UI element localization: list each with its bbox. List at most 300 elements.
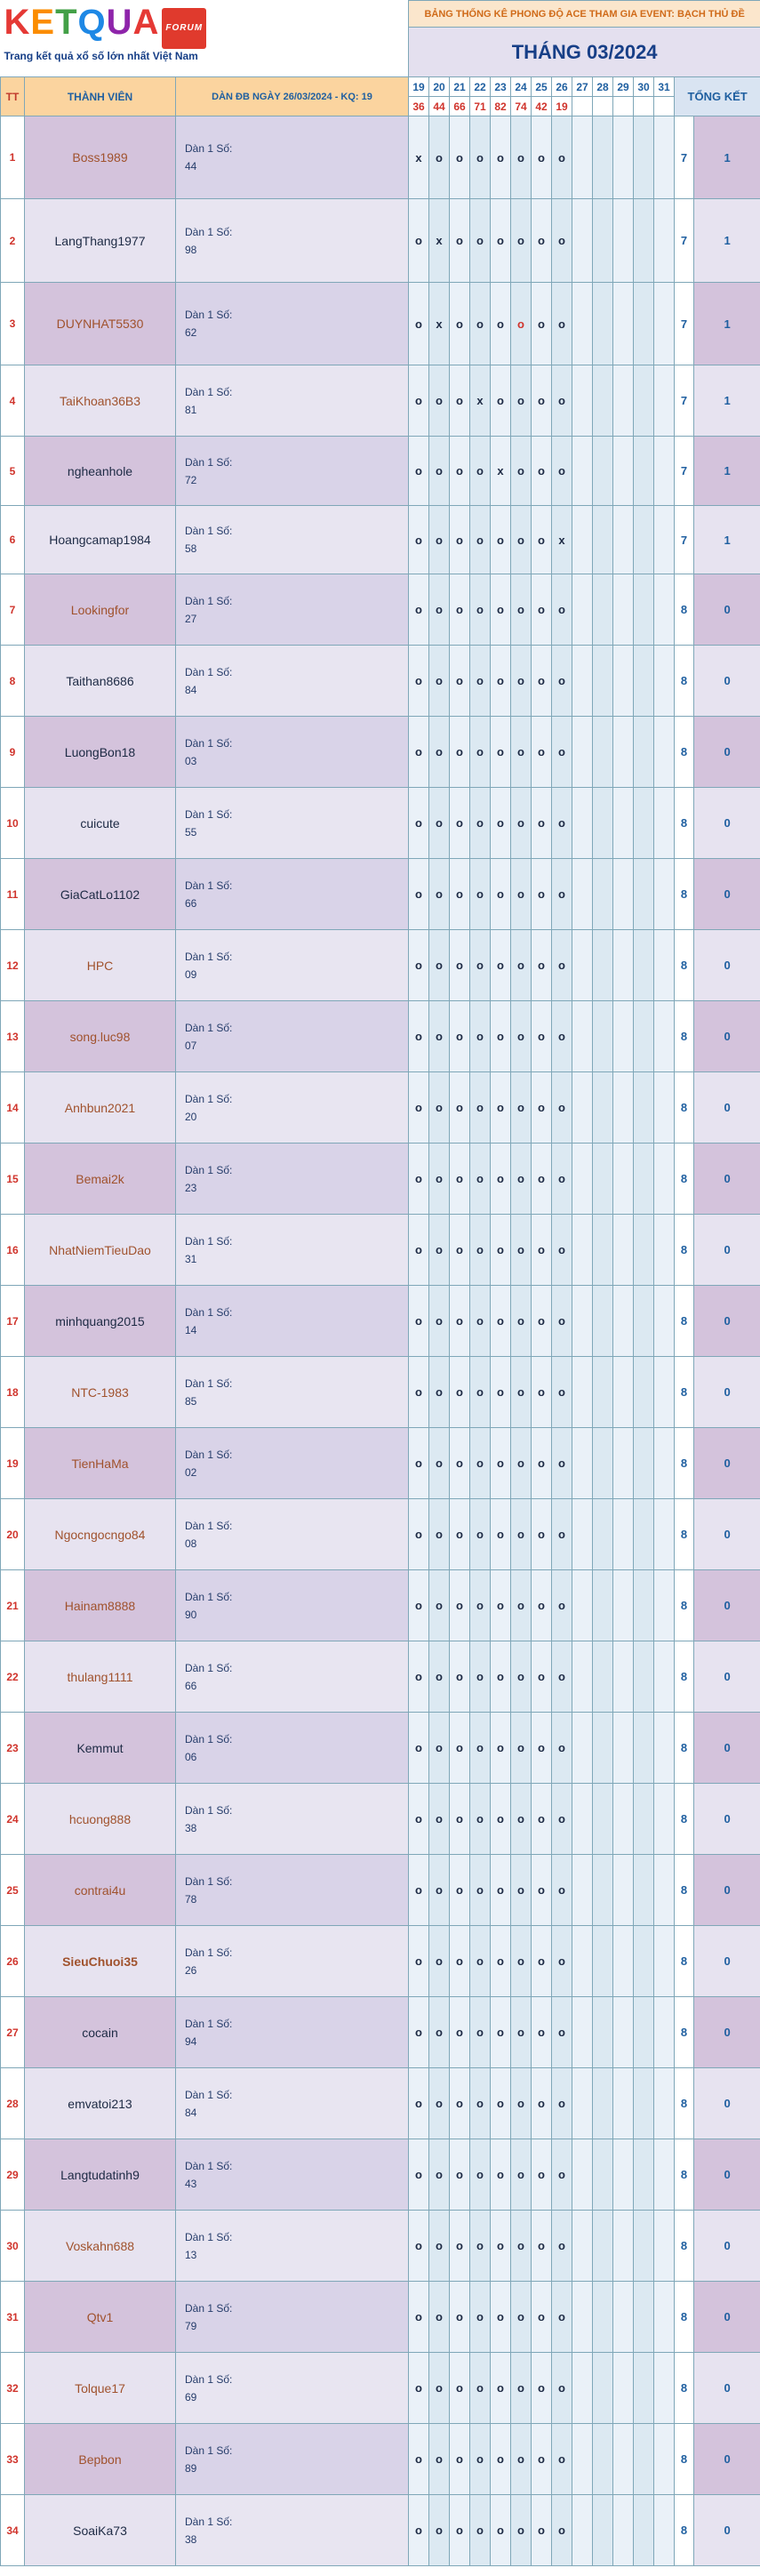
empty-day-cell <box>572 1499 593 1570</box>
logo-tagline: Trang kết quả xổ số lớn nhất Việt Nam <box>4 49 198 62</box>
member-name: thulang1111 <box>25 1641 176 1713</box>
dan-number: 89 <box>185 2461 197 2475</box>
day-mark: o <box>409 365 429 437</box>
empty-day-cell <box>572 2211 593 2282</box>
empty-day-cell <box>593 2211 613 2282</box>
day-mark: o <box>532 646 552 717</box>
dan-cell <box>176 1926 409 1997</box>
empty-day-cell <box>654 2353 675 2424</box>
row-number: 23 <box>1 1713 25 1784</box>
day-mark: o <box>552 1570 572 1641</box>
empty-day-cell <box>572 1357 593 1428</box>
day-mark: o <box>532 2495 552 2566</box>
day-header: 25 <box>532 77 552 97</box>
day-mark: o <box>450 1499 470 1570</box>
empty-day-cell <box>572 1072 593 1144</box>
empty-day-cell <box>613 1428 634 1499</box>
day-mark: o <box>409 1997 429 2068</box>
total-miss-count: 8 <box>675 2211 694 2282</box>
table-row <box>1 859 760 930</box>
empty-day-cell <box>613 1997 634 2068</box>
day-result <box>634 97 654 116</box>
day-header: 20 <box>429 77 450 97</box>
member-name: Lookingfor <box>25 574 176 646</box>
table-row <box>1 574 760 646</box>
empty-day-cell <box>572 717 593 788</box>
day-mark: o <box>491 930 511 1001</box>
dan-number: 79 <box>185 2319 197 2332</box>
table-row <box>1 1855 760 1926</box>
member-name: TaiKhoan36B3 <box>25 365 176 437</box>
logo-block <box>1 1 409 77</box>
dan-label: Dàn 1 Số: <box>185 309 233 321</box>
dan-label: Dàn 1 Số: <box>185 807 233 821</box>
day-mark: o <box>491 1926 511 1997</box>
empty-day-cell <box>593 283 613 365</box>
dan-number: 98 <box>185 243 197 256</box>
day-mark: x <box>491 437 511 506</box>
member-name: Hoangcamap1984 <box>25 506 176 574</box>
empty-day-cell <box>572 283 593 365</box>
dan-cell <box>176 2282 409 2353</box>
day-mark: o <box>470 2068 491 2139</box>
day-mark: o <box>429 646 450 717</box>
empty-day-cell <box>593 2139 613 2211</box>
empty-day-cell <box>613 1855 634 1926</box>
dan-label: Dàn 1 Số: <box>185 2515 233 2528</box>
day-mark: o <box>470 930 491 1001</box>
dan-label: Dàn 1 Số: <box>185 1519 233 1532</box>
table-row <box>1 717 760 788</box>
member-name: TienHaMa <box>25 1428 176 1499</box>
day-mark: o <box>450 199 470 283</box>
member-name: NTC-1983 <box>25 1357 176 1428</box>
day-mark: o <box>450 1570 470 1641</box>
dan-number: 78 <box>185 1892 197 1906</box>
day-mark: o <box>532 1357 552 1428</box>
day-mark: o <box>552 1072 572 1144</box>
empty-day-cell <box>572 1641 593 1713</box>
table-row <box>1 1144 760 1215</box>
day-mark: o <box>532 1144 552 1215</box>
day-mark: o <box>532 1570 552 1641</box>
dan-label: Dàn 1 Số: <box>185 736 233 750</box>
dan-label: Dàn 1 Số: <box>185 142 233 155</box>
dan-cell <box>176 2139 409 2211</box>
day-result <box>613 97 634 116</box>
day-mark: x <box>470 365 491 437</box>
row-number: 10 <box>1 788 25 859</box>
empty-day-cell <box>613 1926 634 1997</box>
dan-number: 94 <box>185 2034 197 2048</box>
day-result: 19 <box>552 97 572 116</box>
day-header: 23 <box>491 77 511 97</box>
dan-label: Dàn 1 Số: <box>185 950 233 963</box>
empty-day-cell <box>634 717 654 788</box>
empty-day-cell <box>613 1215 634 1286</box>
day-header: 19 <box>409 77 429 97</box>
day-mark: o <box>511 1997 532 2068</box>
day-result <box>593 97 613 116</box>
total-hit-count: 0 <box>694 788 760 859</box>
day-mark: o <box>409 859 429 930</box>
day-mark: o <box>491 1997 511 2068</box>
empty-day-cell <box>654 2495 675 2566</box>
empty-day-cell <box>613 506 634 574</box>
total-hit-count: 0 <box>694 1926 760 1997</box>
member-name: LuongBon18 <box>25 717 176 788</box>
empty-day-cell <box>572 2495 593 2566</box>
day-header: 21 <box>450 77 470 97</box>
dan-cell <box>176 1784 409 1855</box>
day-mark: o <box>409 2353 429 2424</box>
empty-day-cell <box>634 283 654 365</box>
day-mark: o <box>429 2495 450 2566</box>
total-hit-count: 0 <box>694 2139 760 2211</box>
table-row <box>1 1784 760 1855</box>
logo-letter: E <box>30 2 56 42</box>
day-mark: o <box>429 437 450 506</box>
member-name: contrai4u <box>25 1855 176 1926</box>
day-mark: o <box>429 788 450 859</box>
dan-number: 69 <box>185 2390 197 2403</box>
day-mark: o <box>470 1286 491 1357</box>
day-header: 22 <box>470 77 491 97</box>
member-name: Qtv1 <box>25 2282 176 2353</box>
empty-day-cell <box>654 646 675 717</box>
empty-day-cell <box>593 1072 613 1144</box>
total-miss-count: 7 <box>675 116 694 199</box>
total-hit-count: 0 <box>694 1570 760 1641</box>
empty-day-cell <box>654 1144 675 1215</box>
total-hit-count: 1 <box>694 283 760 365</box>
day-mark: o <box>470 646 491 717</box>
day-mark: o <box>532 365 552 437</box>
day-mark: o <box>552 283 572 365</box>
dan-number: 02 <box>185 1465 197 1479</box>
empty-day-cell <box>634 1713 654 1784</box>
empty-day-cell <box>634 1215 654 1286</box>
day-mark: o <box>532 1499 552 1570</box>
table-row <box>1 2353 760 2424</box>
row-number: 2 <box>1 199 25 283</box>
empty-day-cell <box>593 1926 613 1997</box>
total-miss-count: 8 <box>675 1144 694 1215</box>
total-hit-count: 0 <box>694 1215 760 1286</box>
empty-day-cell <box>572 574 593 646</box>
empty-day-cell <box>634 1784 654 1855</box>
day-mark: o <box>470 1641 491 1713</box>
row-number: 21 <box>1 1570 25 1641</box>
day-mark: o <box>470 574 491 646</box>
dan-label: Dàn 1 Số: <box>185 525 233 537</box>
empty-day-cell <box>654 1997 675 2068</box>
total-hit-count: 0 <box>694 574 760 646</box>
empty-day-cell <box>613 2495 634 2566</box>
total-miss-count: 8 <box>675 1001 694 1072</box>
empty-day-cell <box>654 2068 675 2139</box>
day-mark: o <box>511 1570 532 1641</box>
table-row <box>1 2139 760 2211</box>
day-mark: o <box>532 1286 552 1357</box>
day-mark: o <box>552 1144 572 1215</box>
empty-day-cell <box>654 1641 675 1713</box>
empty-day-cell <box>593 1713 613 1784</box>
empty-day-cell <box>613 2353 634 2424</box>
empty-day-cell <box>593 1499 613 1570</box>
day-mark: o <box>450 1144 470 1215</box>
empty-day-cell <box>572 2424 593 2495</box>
table-row <box>1 1215 760 1286</box>
day-mark: o <box>429 506 450 574</box>
empty-day-cell <box>593 1428 613 1499</box>
empty-day-cell <box>593 1001 613 1072</box>
dan-cell <box>176 1428 409 1499</box>
day-mark: o <box>491 2282 511 2353</box>
dan-number: 38 <box>185 2532 197 2546</box>
member-name: Taithan8686 <box>25 646 176 717</box>
day-mark: o <box>511 506 532 574</box>
empty-day-cell <box>572 1215 593 1286</box>
day-mark: o <box>450 788 470 859</box>
empty-day-cell <box>634 930 654 1001</box>
empty-day-cell <box>634 1072 654 1144</box>
total-miss-count: 7 <box>675 199 694 283</box>
member-name: NhatNiemTieuDao <box>25 1215 176 1286</box>
dan-number: 08 <box>185 1537 197 1550</box>
day-mark: o <box>532 2068 552 2139</box>
row-number: 14 <box>1 1072 25 1144</box>
empty-day-cell <box>613 646 634 717</box>
dan-number: 44 <box>185 160 197 173</box>
day-result: 71 <box>470 97 491 116</box>
empty-day-cell <box>634 1001 654 1072</box>
member-name: GiaCatLo1102 <box>25 859 176 930</box>
day-mark: o <box>491 2424 511 2495</box>
empty-day-cell <box>654 930 675 1001</box>
logo-letter: K <box>4 2 31 42</box>
day-mark: o <box>450 2211 470 2282</box>
total-miss-count: 7 <box>675 437 694 506</box>
day-mark: o <box>491 646 511 717</box>
total-miss-count: 8 <box>675 1286 694 1357</box>
site-logo <box>4 3 207 49</box>
day-mark: o <box>409 1855 429 1926</box>
total-hit-count: 1 <box>694 506 760 574</box>
empty-day-cell <box>613 437 634 506</box>
member-name: LangThang1977 <box>25 199 176 283</box>
dan-label: Dàn 1 Số: <box>185 1732 233 1745</box>
empty-day-cell <box>654 1784 675 1855</box>
total-hit-count: 0 <box>694 2424 760 2495</box>
day-header: 26 <box>552 77 572 97</box>
dan-number: 55 <box>185 825 197 839</box>
empty-day-cell <box>613 717 634 788</box>
dan-label: Dàn 1 Số: <box>185 1590 233 1603</box>
day-mark: o <box>450 717 470 788</box>
empty-day-cell <box>634 859 654 930</box>
day-mark: o <box>552 1428 572 1499</box>
day-mark: o <box>409 1926 429 1997</box>
day-mark: o <box>491 1784 511 1855</box>
day-mark: o <box>552 1499 572 1570</box>
empty-day-cell <box>572 1997 593 2068</box>
empty-day-cell <box>654 116 675 199</box>
empty-day-cell <box>572 1926 593 1997</box>
empty-day-cell <box>654 788 675 859</box>
empty-day-cell <box>634 788 654 859</box>
dan-cell <box>176 2211 409 2282</box>
dan-label: Dàn 1 Số: <box>185 1021 233 1034</box>
dan-number: 85 <box>185 1394 197 1408</box>
day-mark: o <box>450 1357 470 1428</box>
empty-day-cell <box>613 199 634 283</box>
day-mark: o <box>511 2068 532 2139</box>
empty-day-cell <box>593 506 613 574</box>
day-mark: o <box>470 788 491 859</box>
day-mark: o <box>409 1428 429 1499</box>
day-mark: o <box>470 2139 491 2211</box>
row-number: 6 <box>1 506 25 574</box>
logo-letter: Q <box>77 2 107 42</box>
day-mark: o <box>491 1428 511 1499</box>
day-mark: o <box>491 283 511 365</box>
day-mark: o <box>450 506 470 574</box>
day-mark: o <box>532 283 552 365</box>
day-mark: o <box>429 1570 450 1641</box>
day-mark: o <box>511 2424 532 2495</box>
day-mark: o <box>532 930 552 1001</box>
table-row <box>1 199 760 283</box>
empty-day-cell <box>634 1641 654 1713</box>
day-mark: o <box>429 1784 450 1855</box>
empty-day-cell <box>572 1001 593 1072</box>
empty-day-cell <box>654 283 675 365</box>
day-mark: o <box>511 1855 532 1926</box>
row-number: 29 <box>1 2139 25 2211</box>
total-miss-count: 8 <box>675 1855 694 1926</box>
day-mark: o <box>470 1855 491 1926</box>
day-mark: o <box>552 574 572 646</box>
dan-cell <box>176 437 409 506</box>
total-hit-count: 0 <box>694 859 760 930</box>
row-number: 22 <box>1 1641 25 1713</box>
table-row <box>1 2211 760 2282</box>
member-name: ngheanhole <box>25 437 176 506</box>
empty-day-cell <box>572 1144 593 1215</box>
day-mark: o <box>470 2211 491 2282</box>
empty-day-cell <box>572 859 593 930</box>
day-mark: o <box>511 437 532 506</box>
col-header-total: TỔNG KẾT <box>675 77 760 116</box>
day-mark: o <box>511 788 532 859</box>
empty-day-cell <box>572 1784 593 1855</box>
day-mark: o <box>552 1641 572 1713</box>
logo-letter: T <box>55 2 78 42</box>
day-mark: o <box>450 1286 470 1357</box>
day-mark: o <box>429 1428 450 1499</box>
empty-day-cell <box>593 1570 613 1641</box>
table-row <box>1 1286 760 1357</box>
day-mark: o <box>552 116 572 199</box>
day-mark: o <box>470 717 491 788</box>
empty-day-cell <box>593 646 613 717</box>
empty-day-cell <box>613 1713 634 1784</box>
day-mark: o <box>409 1001 429 1072</box>
empty-day-cell <box>654 1001 675 1072</box>
empty-day-cell <box>593 1855 613 1926</box>
day-mark: o <box>511 1784 532 1855</box>
day-mark: o <box>511 1286 532 1357</box>
day-mark: o <box>491 199 511 283</box>
day-mark: o <box>532 2353 552 2424</box>
day-mark: o <box>470 1072 491 1144</box>
row-number: 13 <box>1 1001 25 1072</box>
day-mark: o <box>552 930 572 1001</box>
empty-day-cell <box>654 1286 675 1357</box>
row-number: 30 <box>1 2211 25 2282</box>
day-mark: o <box>511 1713 532 1784</box>
day-header: 28 <box>593 77 613 97</box>
dan-number: 66 <box>185 896 197 910</box>
day-mark: o <box>450 437 470 506</box>
day-mark: o <box>429 116 450 199</box>
day-mark: o <box>532 1997 552 2068</box>
total-miss-count: 8 <box>675 1072 694 1144</box>
day-mark: o <box>450 1428 470 1499</box>
total-hit-count: 0 <box>694 1428 760 1499</box>
total-miss-count: 8 <box>675 2068 694 2139</box>
day-mark: o <box>429 930 450 1001</box>
empty-day-cell <box>634 2495 654 2566</box>
day-mark: o <box>491 1713 511 1784</box>
day-mark: o <box>552 2353 572 2424</box>
day-mark: o <box>552 1926 572 1997</box>
day-mark: o <box>552 2495 572 2566</box>
table-row <box>1 1428 760 1499</box>
empty-day-cell <box>572 1855 593 1926</box>
row-number: 32 <box>1 2353 25 2424</box>
dan-cell <box>176 2424 409 2495</box>
day-mark: o <box>470 1215 491 1286</box>
day-mark: o <box>552 1997 572 2068</box>
day-mark: o <box>429 1357 450 1428</box>
day-mark: o <box>429 717 450 788</box>
day-mark: o <box>532 717 552 788</box>
dan-label: Dàn 1 Số: <box>185 2301 233 2315</box>
day-mark: o <box>470 1499 491 1570</box>
empty-day-cell <box>634 199 654 283</box>
day-mark: o <box>491 574 511 646</box>
day-mark: o <box>552 2211 572 2282</box>
day-mark: o <box>532 788 552 859</box>
row-number: 20 <box>1 1499 25 1570</box>
empty-day-cell <box>572 2068 593 2139</box>
day-mark: o <box>491 2353 511 2424</box>
day-mark: o <box>450 2424 470 2495</box>
day-mark: o <box>409 1072 429 1144</box>
dan-number: 84 <box>185 2106 197 2119</box>
empty-day-cell <box>654 2139 675 2211</box>
empty-day-cell <box>654 437 675 506</box>
day-mark: o <box>532 1855 552 1926</box>
day-mark: o <box>511 646 532 717</box>
day-mark: o <box>491 788 511 859</box>
empty-day-cell <box>572 2282 593 2353</box>
day-mark: o <box>491 1144 511 1215</box>
empty-day-cell <box>654 1570 675 1641</box>
total-miss-count: 8 <box>675 1357 694 1428</box>
